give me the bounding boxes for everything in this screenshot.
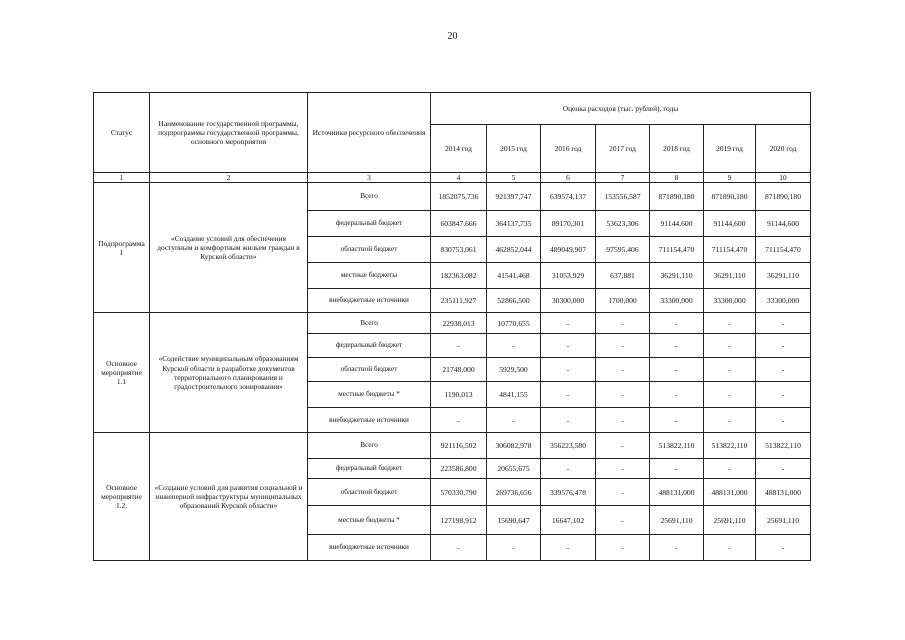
funding-source: внебюджетные источники [308, 535, 431, 561]
column-number: 10 [756, 173, 811, 183]
amount-cell: 339576,478 [541, 479, 596, 506]
header-year: 2020 год [756, 125, 811, 173]
amount-cell: 639574,137 [541, 183, 596, 211]
amount-cell: 127198,912 [431, 506, 487, 535]
amount-cell: - [650, 334, 704, 358]
amount-cell: - [704, 459, 756, 479]
funding-source: федеральный бюджет [308, 459, 431, 479]
amount-cell: 91144,600 [704, 211, 756, 237]
amount-cell: 1700,000 [596, 289, 650, 313]
amount-cell: 36291,110 [650, 263, 704, 289]
amount-cell: 5929,500 [487, 358, 541, 382]
amount-cell: - [756, 535, 811, 561]
column-number: 4 [431, 173, 487, 183]
amount-cell: 921397,747 [487, 183, 541, 211]
amount-cell: 306082,978 [487, 433, 541, 459]
amount-cell: - [541, 382, 596, 408]
amount-cell: - [756, 382, 811, 408]
amount-cell: 830753,061 [431, 237, 487, 263]
amount-cell: 364137,735 [487, 211, 541, 237]
column-number: 1 [94, 173, 150, 183]
amount-cell: 223586,800 [431, 459, 487, 479]
amount-cell: 711154,470 [704, 237, 756, 263]
funding-source: внебюджетные источники [308, 408, 431, 433]
amount-cell: 462852,044 [487, 237, 541, 263]
amount-cell: 53623,306 [596, 211, 650, 237]
amount-cell: 488131,000 [756, 479, 811, 506]
amount-cell: - [596, 334, 650, 358]
amount-cell: 570330,790 [431, 479, 487, 506]
funding-source: Всего [308, 313, 431, 334]
amount-cell: - [596, 459, 650, 479]
amount-cell: - [704, 313, 756, 334]
header-year: 2015 год [487, 125, 541, 173]
amount-cell: - [431, 535, 487, 561]
amount-cell: 4841,155 [487, 382, 541, 408]
amount-cell: - [541, 334, 596, 358]
amount-cell: 921116,502 [431, 433, 487, 459]
amount-cell: 25691,110 [650, 506, 704, 535]
amount-cell: 488131,000 [704, 479, 756, 506]
row-status: Основное мероприятие 1.1 [94, 313, 150, 433]
amount-cell: - [596, 358, 650, 382]
row-program-name: «Создание условий для обеспечения доступным и комфортным жильем граждан в Курской области» [150, 183, 308, 313]
amount-cell: - [704, 535, 756, 561]
amount-cell: - [704, 408, 756, 433]
row-status: Основное мероприятие 1.2. [94, 433, 150, 561]
amount-cell: - [756, 459, 811, 479]
amount-cell: - [596, 313, 650, 334]
amount-cell: 22938,013 [431, 313, 487, 334]
amount-cell: - [650, 358, 704, 382]
amount-cell: 20655,675 [487, 459, 541, 479]
header-name: Наименование государственной программы, подпрограммы государственной программы, основного мероприятия [150, 93, 308, 173]
funding-source: внебюджетные источники [308, 289, 431, 313]
amount-cell: - [650, 408, 704, 433]
amount-cell: 33300,000 [756, 289, 811, 313]
amount-cell: 52866,500 [487, 289, 541, 313]
column-number: 2 [150, 173, 308, 183]
row-program-name: «Содействие муниципальным образованиям Курской области в разработке документов территориального планирования и градостроительного зонирования» [150, 313, 308, 433]
amount-cell: - [487, 334, 541, 358]
amount-cell: - [431, 408, 487, 433]
amount-cell: - [650, 313, 704, 334]
funding-source: местные бюджеты * [308, 382, 431, 408]
row-status: Подпрограмма 1 [94, 183, 150, 313]
header-estimate: Оценка расходов (тыс. рублей), годы [431, 93, 811, 125]
column-number: 9 [704, 173, 756, 183]
amount-cell: 489049,907 [541, 237, 596, 263]
amount-cell: 182363,082 [431, 263, 487, 289]
amount-cell: 711154,470 [650, 237, 704, 263]
amount-cell: 871890,180 [704, 183, 756, 211]
funding-source: местные бюджеты [308, 263, 431, 289]
amount-cell: 33300,000 [704, 289, 756, 313]
amount-cell: - [704, 334, 756, 358]
column-number: 8 [650, 173, 704, 183]
amount-cell: 10770,655 [487, 313, 541, 334]
amount-cell: - [756, 313, 811, 334]
amount-cell: 31053,929 [541, 263, 596, 289]
amount-cell: - [756, 334, 811, 358]
funding-source: федеральный бюджет [308, 334, 431, 358]
amount-cell: - [431, 334, 487, 358]
column-number: 3 [308, 173, 431, 183]
amount-cell: - [650, 459, 704, 479]
header-year: 2014 год [431, 125, 487, 173]
header-year: 2018 год [650, 125, 704, 173]
amount-cell: 513822,110 [704, 433, 756, 459]
amount-cell: 91144,600 [650, 211, 704, 237]
amount-cell: 33300,000 [650, 289, 704, 313]
header-year: 2017 год [596, 125, 650, 173]
amount-cell: - [487, 535, 541, 561]
amount-cell: - [541, 358, 596, 382]
amount-cell: 15690,647 [487, 506, 541, 535]
amount-cell: 36291,110 [704, 263, 756, 289]
funding-source: Всего [308, 433, 431, 459]
amount-cell: 30300,000 [541, 289, 596, 313]
header-year: 2016 год [541, 125, 596, 173]
amount-cell: - [596, 408, 650, 433]
amount-cell: - [596, 479, 650, 506]
amount-cell: - [541, 408, 596, 433]
amount-cell: 97595,406 [596, 237, 650, 263]
budget-table [93, 92, 811, 561]
amount-cell: 356223,580 [541, 433, 596, 459]
funding-source: областной бюджет [308, 358, 431, 382]
amount-cell: 488131,000 [650, 479, 704, 506]
table-row [94, 183, 811, 211]
amount-cell: - [596, 382, 650, 408]
amount-cell: 513822,110 [650, 433, 704, 459]
funding-source: областной бюджет [308, 237, 431, 263]
amount-cell: 1852075,736 [431, 183, 487, 211]
amount-cell: 235111,927 [431, 289, 487, 313]
amount-cell: 269736,656 [487, 479, 541, 506]
amount-cell: 153556,587 [596, 183, 650, 211]
amount-cell: 603847,666 [431, 211, 487, 237]
table-row [94, 313, 811, 334]
column-number: 6 [541, 173, 596, 183]
amount-cell: - [650, 535, 704, 561]
amount-cell: - [704, 358, 756, 382]
amount-cell: - [704, 382, 756, 408]
amount-cell: 16647,102 [541, 506, 596, 535]
amount-cell: - [596, 506, 650, 535]
header-year: 2019 год [704, 125, 756, 173]
amount-cell: - [756, 408, 811, 433]
amount-cell: - [541, 459, 596, 479]
amount-cell: 871890,180 [756, 183, 811, 211]
header-status: Статус [94, 93, 150, 173]
amount-cell: 25691,110 [704, 506, 756, 535]
amount-cell: - [650, 382, 704, 408]
amount-cell: - [487, 408, 541, 433]
table-body [94, 93, 811, 561]
amount-cell: 25691,110 [756, 506, 811, 535]
amount-cell: 871890,180 [650, 183, 704, 211]
column-number: 5 [487, 173, 541, 183]
column-number: 7 [596, 173, 650, 183]
amount-cell: 91144,600 [756, 211, 811, 237]
row-program-name: «Создание условий для развития социальной и инженерной инфраструктуры муниципальных образований Курской области» [150, 433, 308, 561]
amount-cell: - [596, 535, 650, 561]
amount-cell: - [756, 358, 811, 382]
amount-cell: - [541, 535, 596, 561]
table-row [94, 433, 811, 459]
amount-cell: 637,881 [596, 263, 650, 289]
funding-source: областной бюджет [308, 479, 431, 506]
header-sources: Источники ресурсного обеспечения [308, 93, 431, 173]
funding-source: федеральный бюджет [308, 211, 431, 237]
funding-source: местные бюджеты * [308, 506, 431, 535]
amount-cell: - [541, 313, 596, 334]
amount-cell: 21748,000 [431, 358, 487, 382]
amount-cell: 513822,110 [756, 433, 811, 459]
amount-cell: 36291,110 [756, 263, 811, 289]
amount-cell: 1190,013 [431, 382, 487, 408]
amount-cell: 89170,301 [541, 211, 596, 237]
page-number: 20 [447, 31, 458, 42]
funding-source: Всего [308, 183, 431, 211]
amount-cell: 711154,470 [756, 237, 811, 263]
amount-cell: 41541,468 [487, 263, 541, 289]
amount-cell: - [596, 433, 650, 459]
